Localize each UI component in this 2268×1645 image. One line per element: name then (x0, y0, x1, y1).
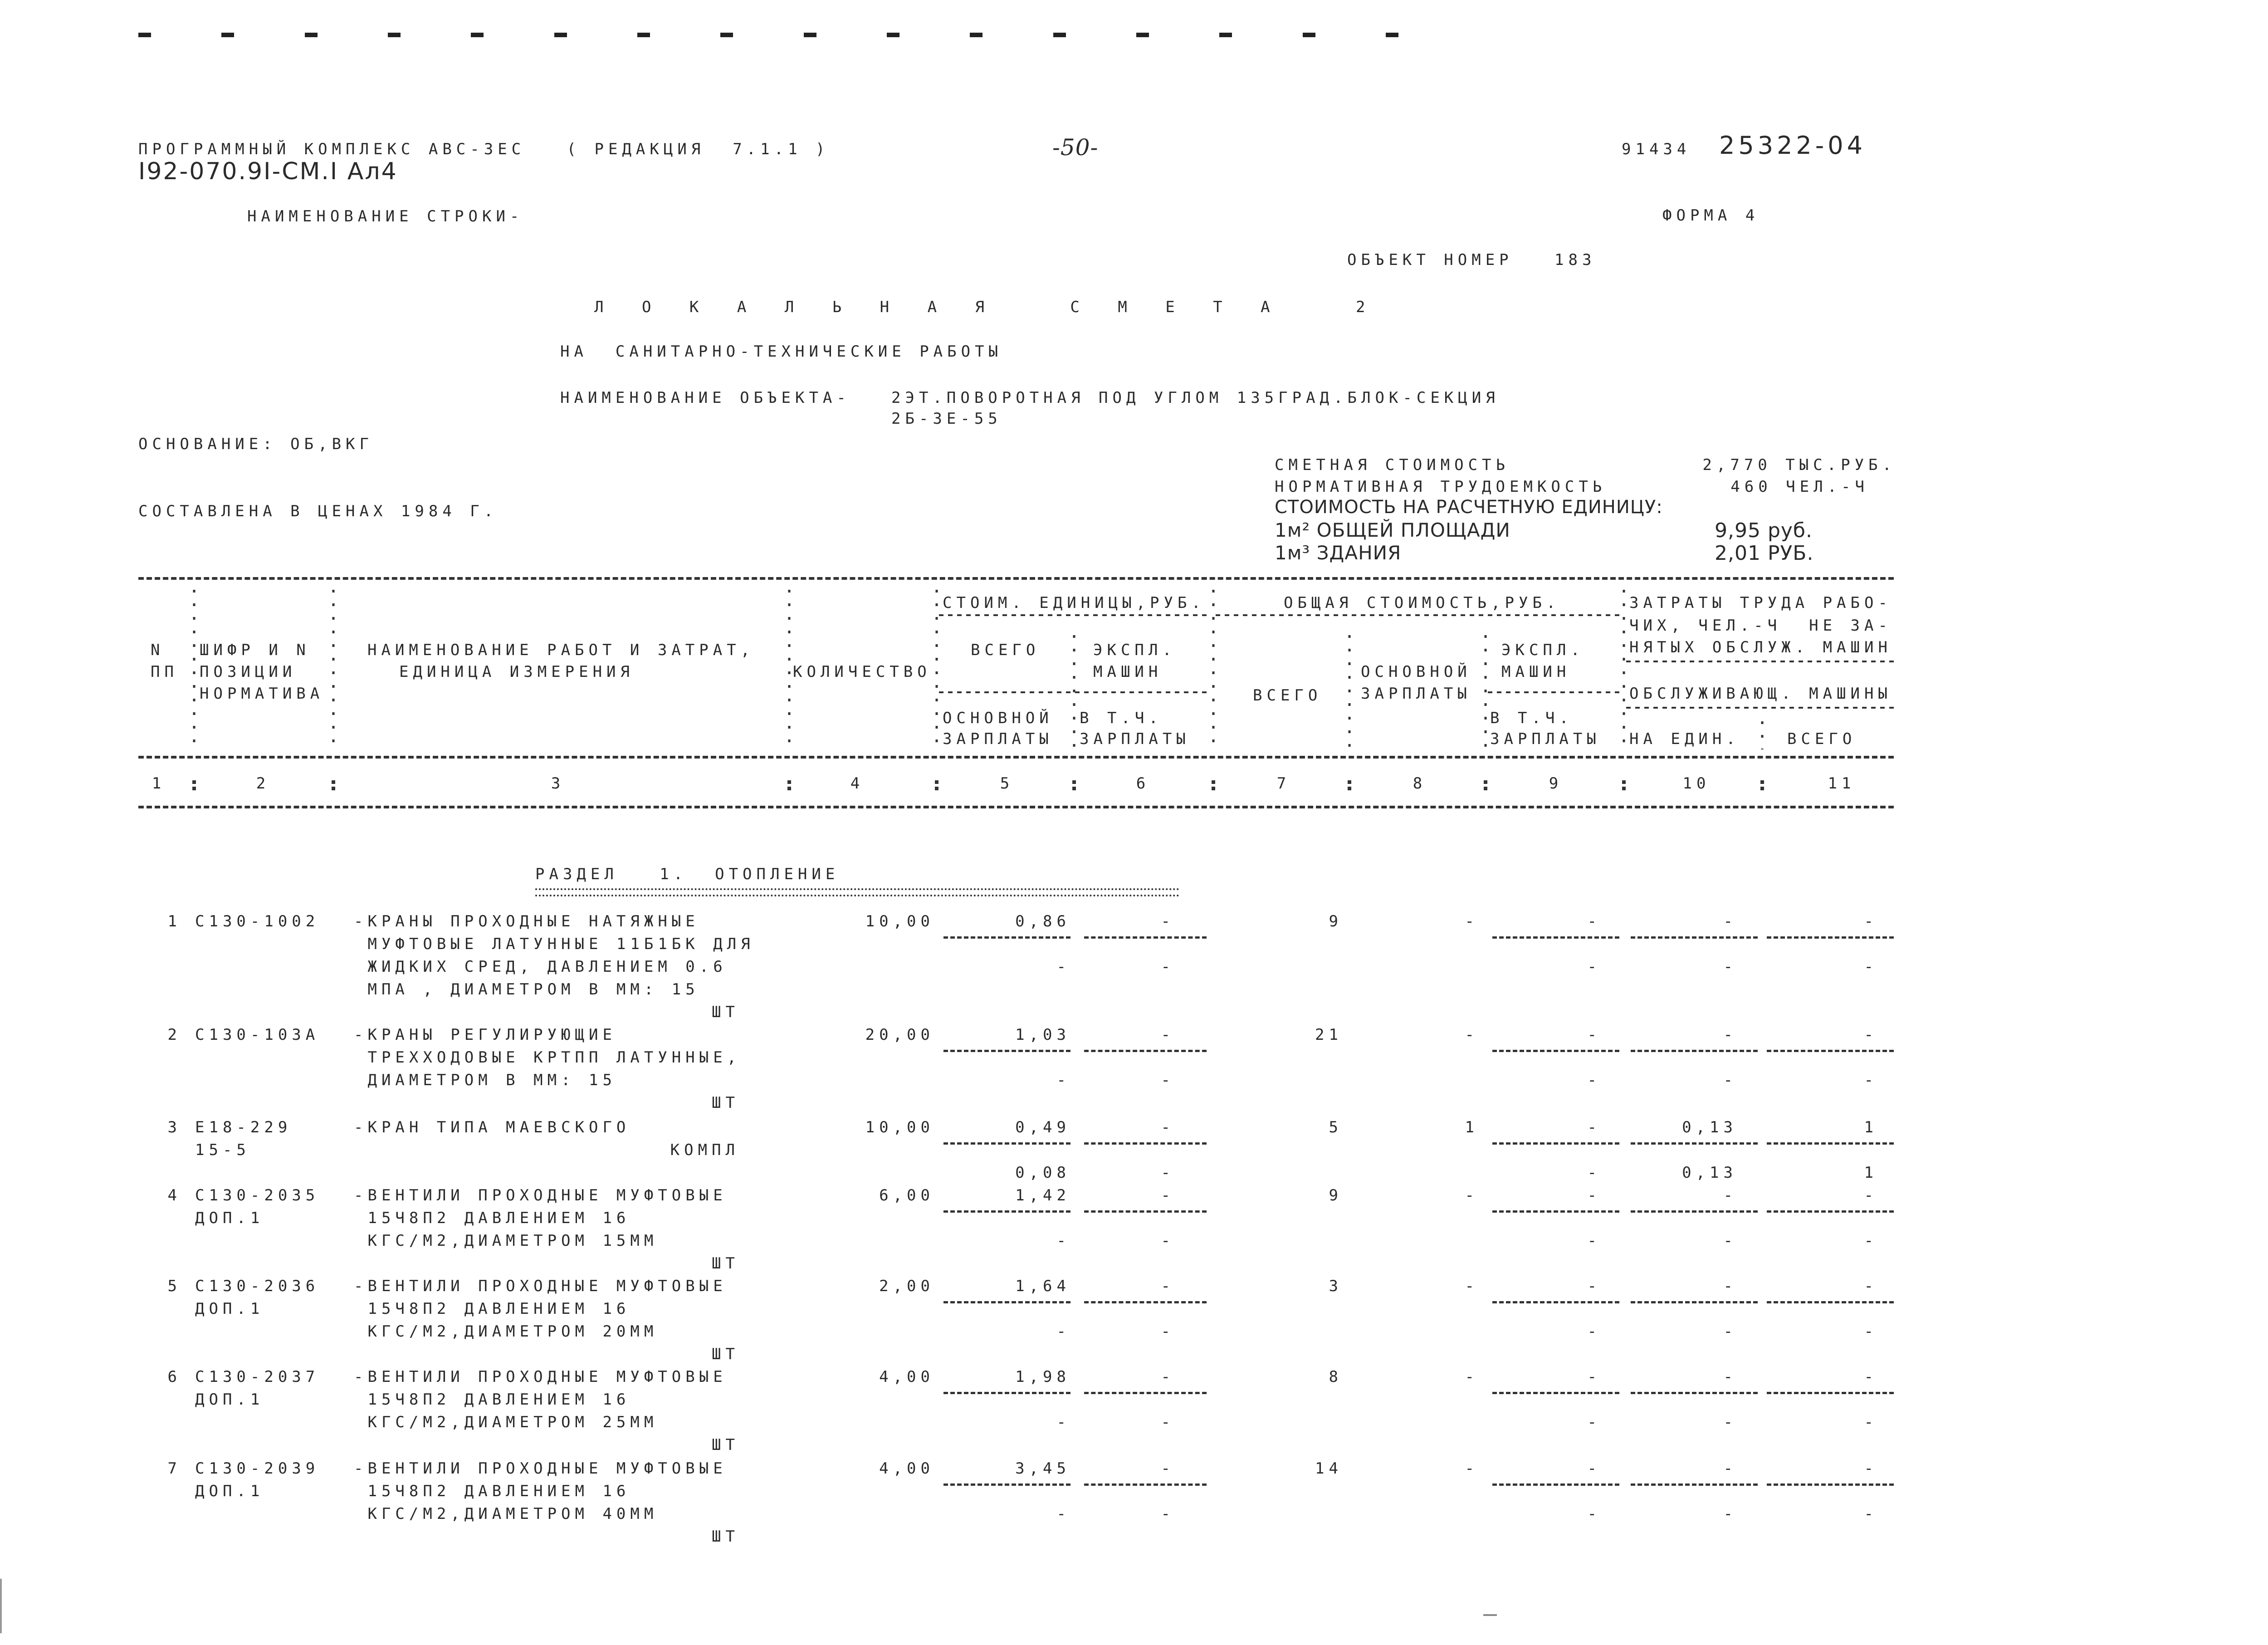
object-name-line1: 2ЭТ.ПОВОРОТНАЯ ПОД УГЛОМ 135ГРАД.БЛОК-СЕКЦИЯ (891, 389, 1500, 407)
row-unit-divider (1084, 1210, 1207, 1213)
row-qty: 10,00 (865, 912, 934, 930)
row-unit-machine-wage: - (1161, 1071, 1175, 1089)
row-unit-machine-wage: - (1161, 1322, 1175, 1341)
row-unit-divider (943, 1050, 1070, 1052)
labor-group-label-1: ЗАТРАТЫ ТРУДА РАБО- (1629, 594, 1892, 612)
row-unit-price: 1,64 (1015, 1277, 1070, 1295)
row-total-wage: - (1465, 1368, 1479, 1386)
row-name: ТРЕХХОДОВЫЕ КРТПП ЛАТУННЫЕ, (354, 1048, 741, 1067)
row-unit-wage: - (1056, 1071, 1070, 1089)
row-unit-divider (1084, 936, 1207, 939)
row-unit-machine-wage: - (1161, 1413, 1175, 1431)
row-labor-divider (1767, 1142, 1894, 1145)
row-name: 15Ч8П2 ДАВЛЕНИЕМ 16 (354, 1482, 631, 1500)
row-unit-divider (1084, 1483, 1207, 1486)
labor-group-label-3: НЯТЫХ ОБСЛУЖ. МАШИН (1629, 638, 1892, 656)
stray-mark (1483, 1614, 1497, 1616)
row-total-machines: - (1587, 1368, 1601, 1386)
row-total: 9 (1329, 912, 1343, 930)
row-unit-price: 1,03 (1015, 1026, 1070, 1044)
row-total-machines: - (1587, 1459, 1601, 1478)
labor-per-unit-label: НА ЕДИН. (1629, 730, 1740, 748)
col-code-label-2: ПОЗИЦИИ (200, 663, 297, 681)
row-total-divider (1492, 936, 1619, 939)
total-machines-label-1: ЭКСПЛ. (1501, 641, 1584, 659)
column-number: 8 (1413, 774, 1427, 793)
row-name: 15Ч8П2 ДАВЛЕНИЕМ 16 (354, 1300, 631, 1318)
row-labor-divider (1631, 1050, 1758, 1052)
row-unit-divider (1084, 1142, 1207, 1145)
row-qty: 10,00 (865, 1118, 934, 1136)
total-machine-wage-label-2: ЗАРПЛАТЫ (1490, 730, 1601, 748)
row-code: ДОП.1 (195, 1300, 264, 1318)
row-name: -ВЕНТИЛИ ПРОХОДНЫЕ МУФТОВЫЕ (354, 1186, 727, 1204)
total-wage-label-1: ОСНОВНОЙ (1361, 663, 1471, 681)
row-total-machine-wage: - (1587, 958, 1601, 976)
row-total-machines: - (1587, 1277, 1601, 1295)
row-qty: 20,00 (865, 1026, 934, 1044)
row-labor-total: - (1864, 1026, 1878, 1044)
row-total-machine-wage: - (1587, 1232, 1601, 1250)
row-code: С130-103А (195, 1026, 320, 1044)
program-name: ПРОГРАММНЫЙ КОМПЛЕКС АВС-3ЕС ( РЕДАКЦИЯ 7.1.1 ) (138, 140, 830, 158)
row-unit-divider (943, 1392, 1070, 1394)
unit-wage-label-1: ОСНОВНОЙ (943, 709, 1053, 727)
row-qty: 4,00 (879, 1459, 934, 1478)
doc-code: 25322-04 (1719, 131, 1866, 160)
row-name: КГС/М2,ДИАМЕТРОМ 40ММ (354, 1505, 658, 1523)
column-number: 6 (1136, 774, 1150, 793)
row-labor-unit: - (1723, 1459, 1737, 1478)
row-labor-total: - (1864, 1368, 1878, 1386)
col-name-label-1: НАИМЕНОВАНИЕ РАБОТ И ЗАТРАТ, (367, 641, 755, 659)
row-number: 5 (167, 1277, 181, 1295)
row-name: 15Ч8П2 ДАВЛЕНИЕМ 16 (354, 1209, 631, 1227)
row-unit-wage: - (1056, 958, 1070, 976)
row-name: -ВЕНТИЛИ ПРОХОДНЫЕ МУФТОВЫЕ (354, 1368, 727, 1386)
row-labor-divider (1631, 936, 1758, 939)
unit-machines-label-1: ЭКСПЛ. (1093, 641, 1176, 659)
row-labor-unit: 0,13 (1682, 1118, 1737, 1136)
row-labor-total-machines: - (1864, 1071, 1878, 1089)
total-cost-group: ОБЩАЯ СТОИМОСТЬ,РУБ. (1284, 594, 1560, 612)
row-name: ЖИДКИХ СРЕД, ДАВЛЕНИЕМ 0.6 (354, 958, 727, 976)
row-unit-machines: - (1161, 1118, 1175, 1136)
row-unit: ШТ (712, 1094, 739, 1112)
row-total-wage: - (1465, 1277, 1479, 1295)
row-name: МУФТОВЫЕ ЛАТУННЫЕ 11Б1БК ДЛЯ (354, 935, 755, 953)
row-labor-total-machines: - (1864, 1322, 1878, 1341)
row-total-machines: - (1587, 1118, 1601, 1136)
row-number: 2 (167, 1026, 181, 1044)
table-top-rule (138, 577, 1894, 580)
form-label: ФОРМА 4 (1662, 206, 1760, 225)
column-number: 3 (551, 774, 565, 793)
row-labor-divider (1767, 1483, 1894, 1486)
row-number: 6 (167, 1368, 181, 1386)
row-labor-unit-machines: - (1723, 1413, 1737, 1431)
section-title: РАЗДЕЛ 1. ОТОПЛЕНИЕ (535, 865, 840, 883)
col-code-label-1: ШИФР И N (200, 641, 310, 659)
total-machine-wage-label-1: В Т.Ч. (1490, 709, 1573, 727)
row-total: 5 (1329, 1118, 1343, 1136)
row-labor-unit-machines: - (1723, 958, 1737, 976)
row-code: С130-2037 (195, 1368, 320, 1386)
page-title: Л О К А Л Ь Н А Я С М Е Т А 2 (594, 298, 1380, 316)
row-labor-divider (1767, 1050, 1894, 1052)
row-unit-wage: - (1056, 1232, 1070, 1250)
row-name: КГС/М2,ДИАМЕТРОМ 15ММ (354, 1232, 658, 1250)
row-total: 3 (1329, 1277, 1343, 1295)
row-code: ДОП.1 (195, 1209, 264, 1227)
col-name-label-2: ЕДИНИЦА ИЗМЕРЕНИЯ (399, 663, 634, 681)
column-number: 4 (850, 774, 865, 793)
row-unit-divider (1084, 1392, 1207, 1394)
row-unit-machines: - (1161, 1186, 1175, 1204)
per-volume-label: 1м³ ЗДАНИЯ (1275, 542, 1402, 564)
unit-machine-wage-label-1: В Т.Ч. (1080, 709, 1163, 727)
row-unit-machines: - (1161, 1459, 1175, 1478)
row-total: 9 (1329, 1186, 1343, 1204)
row-total-machine-wage: - (1587, 1413, 1601, 1431)
labor-label: НОРМАТИВНАЯ ТРУДОЕМКОСТЬ (1275, 478, 1607, 496)
row-unit-divider (1084, 1050, 1207, 1052)
row-labor-unit-machines: - (1723, 1322, 1737, 1341)
row-total-machines: - (1587, 1186, 1601, 1204)
page-subtitle: НА САНИТАРНО-ТЕХНИЧЕСКИЕ РАБОТЫ (560, 343, 1003, 361)
row-code: С130-2035 (195, 1186, 320, 1204)
row-labor-unit-machines: 0,13 (1682, 1164, 1737, 1182)
column-number: 10 (1682, 774, 1711, 793)
unit-cost-label: СТОИМОСТЬ НА РАСЧЕТНУЮ ЕДИНИЦУ: (1275, 497, 1663, 518)
row-unit-price: 3,45 (1015, 1459, 1070, 1478)
row-total-wage: 1 (1465, 1118, 1479, 1136)
row-labor-unit: - (1723, 1368, 1737, 1386)
row-total-machine-wage: - (1587, 1505, 1601, 1523)
col-pp-label: ПП (151, 663, 178, 681)
row-total-divider (1492, 1392, 1619, 1394)
row-unit-wage: - (1056, 1505, 1070, 1523)
row-total: 8 (1329, 1368, 1343, 1386)
row-unit-machine-wage: - (1161, 1505, 1175, 1523)
row-labor-total: - (1864, 1277, 1878, 1295)
row-unit-divider (943, 1210, 1070, 1213)
column-number: 5 (1000, 774, 1014, 793)
row-unit-machines: - (1161, 1026, 1175, 1044)
unit-machines-label-2: МАШИН (1093, 663, 1163, 681)
row-total: 21 (1315, 1026, 1343, 1044)
row-total-wage: - (1465, 1026, 1479, 1044)
page-number: -50- (1052, 134, 1099, 161)
row-code: Е18-229 (195, 1118, 292, 1136)
object-number: ОБЪЕКТ НОМЕР 183 (1347, 251, 1596, 269)
row-name: 15Ч8П2 ДАВЛЕНИЕМ 16 (354, 1390, 631, 1409)
col-qty-label: КОЛИЧЕСТВО (793, 663, 931, 681)
row-name: -КРАНЫ ПРОХОДНЫЕ НАТЯЖНЫЕ (354, 912, 699, 930)
row-unit-price: 1,42 (1015, 1186, 1070, 1204)
row-unit-price: 0,86 (1015, 912, 1070, 930)
row-unit-wage: - (1056, 1322, 1070, 1341)
cost-value: 2,770 ТЫС.РУБ. (1702, 456, 1896, 474)
row-code: ДОП.1 (195, 1482, 264, 1500)
row-unit-machines: - (1161, 1277, 1175, 1295)
row-name: -КРАН ТИПА МАЕВСКОГО (354, 1118, 631, 1136)
row-total-machines: - (1587, 912, 1601, 930)
row-unit: ШТ (712, 1254, 739, 1273)
row-unit-wage: 0,08 (1015, 1164, 1070, 1182)
row-labor-divider (1631, 1301, 1758, 1303)
row-total-divider (1492, 1210, 1619, 1213)
row-total: 14 (1315, 1459, 1343, 1478)
object-name-label: НАИМЕНОВАНИЕ ОБЪЕКТА- (560, 389, 850, 407)
row-qty: 6,00 (879, 1186, 934, 1204)
labor-group-label-2: ЧИХ, ЧЕЛ.-Ч НЕ ЗА- (1629, 617, 1892, 635)
row-name: КГС/М2,ДИАМЕТРОМ 25ММ (354, 1413, 658, 1431)
per-area-label: 1м² ОБЩЕЙ ПЛОЩАДИ (1275, 519, 1510, 541)
row-labor-unit-machines: - (1723, 1232, 1737, 1250)
basis: ОСНОВАНИЕ: ОБ,ВКГ (138, 435, 373, 453)
row-name: -ВЕНТИЛИ ПРОХОДНЫЕ МУФТОВЫЕ (354, 1459, 727, 1478)
row-labor-unit: - (1723, 1026, 1737, 1044)
unit-cost-group: СТОИМ. ЕДИНИЦЫ,РУБ. (943, 594, 1205, 612)
row-number: 1 (167, 912, 181, 930)
row-code: С130-2039 (195, 1459, 320, 1478)
row-labor-divider (1631, 1210, 1758, 1213)
row-labor-total-machines: - (1864, 1413, 1878, 1431)
column-number: 9 (1549, 774, 1563, 793)
total-machines-label-2: МАШИН (1501, 663, 1571, 681)
row-unit-price: 1,98 (1015, 1368, 1070, 1386)
row-total-divider (1492, 1483, 1619, 1486)
labor-service-label: ОБСЛУЖИВАЮЩ. МАШИНЫ (1629, 685, 1892, 703)
unit-machine-wage-label-2: ЗАРПЛАТЫ (1080, 730, 1190, 748)
row-total-wage: - (1465, 912, 1479, 930)
unit-wage-label-2: ЗАРПЛАТЫ (943, 730, 1053, 748)
row-labor-total-machines: 1 (1864, 1164, 1878, 1182)
top-edge-marks (0, 0, 2268, 64)
row-labor-divider (1631, 1142, 1758, 1145)
row-unit-machines: - (1161, 912, 1175, 930)
row-total-divider (1492, 1050, 1619, 1052)
row-qty: 2,00 (879, 1277, 934, 1295)
row-labor-unit-machines: - (1723, 1071, 1737, 1089)
column-number-separators (0, 771, 2268, 798)
row-unit: ШТ (712, 1003, 739, 1021)
compiled-prices: СОСТАВЛЕНА В ЦЕНАХ 1984 Г. (138, 502, 498, 520)
row-labor-divider (1767, 1210, 1894, 1213)
section-underline (535, 888, 1179, 890)
row-labor-divider (1767, 1392, 1894, 1394)
column-number: 11 (1828, 774, 1856, 793)
row-labor-total-machines: - (1864, 1232, 1878, 1250)
row-unit-wage: - (1056, 1413, 1070, 1431)
edge-mark (0, 1579, 2, 1633)
labor-value: 460 ЧЕЛ.-Ч (1730, 478, 1869, 496)
row-code: ДОП.1 (195, 1390, 264, 1409)
row-labor-unit: - (1723, 1186, 1737, 1204)
unit-total-label: ВСЕГО (971, 641, 1040, 659)
col-n-label: N (151, 641, 165, 659)
row-labor-total-machines: - (1864, 1505, 1878, 1523)
labor-total-label: ВСЕГО (1787, 730, 1857, 748)
row-labor-total: - (1864, 1459, 1878, 1478)
doc-number: 91434 (1622, 140, 1691, 158)
row-unit-divider (943, 1301, 1070, 1303)
row-unit-divider (943, 1483, 1070, 1486)
column-number: 7 (1276, 774, 1291, 793)
row-unit-machine-wage: - (1161, 1232, 1175, 1250)
col-code-label-3: НОРМАТИВА (200, 685, 324, 703)
row-unit-machines: - (1161, 1368, 1175, 1386)
row-total-machine-wage: - (1587, 1322, 1601, 1341)
row-labor-divider (1631, 1483, 1758, 1486)
row-number: 3 (167, 1118, 181, 1136)
section-underline (535, 895, 1179, 896)
row-name: КГС/М2,ДИАМЕТРОМ 20ММ (354, 1322, 658, 1341)
row-total-divider (1492, 1301, 1619, 1303)
row-number: 7 (167, 1459, 181, 1478)
row-name: МПА , ДИАМЕТРОМ В ММ: 15 (354, 980, 699, 999)
column-number: 2 (256, 774, 270, 793)
row-total-machine-wage: - (1587, 1071, 1601, 1089)
row-unit-machine-wage: - (1161, 1164, 1175, 1182)
row-name: -КРАНЫ РЕГУЛИРУЮЩИЕ (354, 1026, 616, 1044)
row-labor-unit: - (1723, 1277, 1737, 1295)
row-unit: ШТ (712, 1528, 739, 1546)
row-code: 15-5 (195, 1141, 250, 1159)
row-labor-divider (1631, 1392, 1758, 1394)
row-total-machines: - (1587, 1026, 1601, 1044)
row-unit: КОМПЛ (670, 1141, 739, 1159)
row-unit-price: 0,49 (1015, 1118, 1070, 1136)
table-header-rule (138, 756, 1894, 759)
row-labor-divider (1767, 936, 1894, 939)
row-code: С130-2036 (195, 1277, 320, 1295)
row-name: -ВЕНТИЛИ ПРОХОДНЫЕ МУФТОВЫЕ (354, 1277, 727, 1295)
per-area-value: 9,95 руб. (1715, 519, 1813, 542)
row-name-label: НАИМЕНОВАНИЕ СТРОКИ- (247, 207, 524, 225)
row-labor-unit: - (1723, 912, 1737, 930)
row-labor-total: - (1864, 912, 1878, 930)
row-unit-divider (1084, 1301, 1207, 1303)
handwritten-code: I92-070.9I-СМ.I Ал4 (138, 158, 398, 185)
total-all-label: ВСЕГО (1253, 686, 1322, 705)
row-total-wage: - (1465, 1186, 1479, 1204)
object-name-line2: 2Б-3Е-55 (891, 410, 1002, 428)
row-name: ДИАМЕТРОМ В ММ: 15 (354, 1071, 616, 1089)
row-labor-divider (1767, 1301, 1894, 1303)
row-labor-unit-machines: - (1723, 1505, 1737, 1523)
row-number: 4 (167, 1186, 181, 1204)
row-labor-total-machines: - (1864, 958, 1878, 976)
row-unit: ШТ (712, 1436, 739, 1454)
row-unit: ШТ (712, 1345, 739, 1363)
row-qty: 4,00 (879, 1368, 934, 1386)
row-labor-total: 1 (1864, 1118, 1878, 1136)
row-unit-divider (943, 936, 1070, 939)
total-wage-label-2: ЗАРПЛАТЫ (1361, 685, 1471, 703)
row-code: С130-1002 (195, 912, 320, 930)
column-number: 1 (152, 774, 166, 793)
row-labor-total: - (1864, 1186, 1878, 1204)
row-total-machine-wage: - (1587, 1164, 1601, 1182)
row-unit-machine-wage: - (1161, 958, 1175, 976)
row-total-wage: - (1465, 1459, 1479, 1478)
cost-label: СМЕТНАЯ СТОИМОСТЬ (1275, 456, 1510, 474)
per-volume-value: 2,01 РУБ. (1715, 542, 1814, 565)
row-unit-divider (943, 1142, 1070, 1145)
row-total-divider (1492, 1142, 1619, 1145)
column-numbers-rule (138, 806, 1894, 808)
